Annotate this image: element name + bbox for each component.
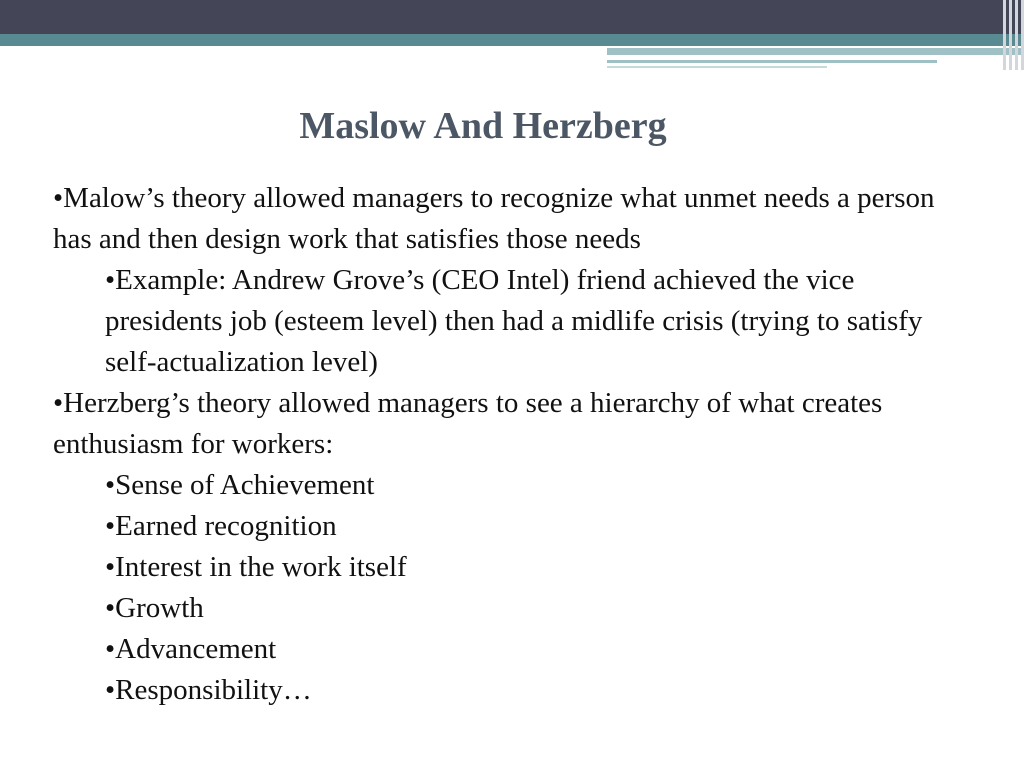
sub-bullet-item: •Advancement bbox=[105, 633, 277, 665]
sub-bullet-item: •Responsibility… bbox=[105, 674, 312, 706]
bullet-item: •Malow’s theory allowed managers to recognize what unmet needs a person has and then design work that satisfies those needs bbox=[53, 182, 935, 255]
sub-bullet-item: •Growth bbox=[105, 592, 204, 624]
sub-bullet-item: •Interest in the work itself bbox=[105, 551, 407, 583]
header-band bbox=[0, 0, 1024, 34]
accent-line bbox=[607, 48, 1024, 55]
corner-stripes bbox=[996, 0, 1024, 70]
stripe bbox=[1015, 0, 1018, 70]
stripe bbox=[1009, 0, 1012, 70]
accent-band bbox=[0, 34, 1024, 46]
bullet-item: •Herzberg’s theory allowed managers to see a hierarchy of what creates enthusiasm for workers: bbox=[53, 387, 883, 460]
sub-bullet-item: •Earned recognition bbox=[105, 510, 337, 542]
slide-title: Maslow And Herzberg bbox=[299, 105, 667, 147]
sub-bullet-item: •Sense of Achievement bbox=[105, 469, 375, 501]
accent-line bbox=[607, 60, 937, 63]
accent-line bbox=[607, 66, 827, 68]
sub-bullet-item: •Example: Andrew Grove’s (CEO Intel) friend achieved the vice presidents job (esteem level) then had a midlife crisis (trying to satisfy self-actualization level) bbox=[105, 264, 923, 378]
slide-body bbox=[53, 178, 973, 711]
stripe bbox=[1003, 0, 1006, 70]
